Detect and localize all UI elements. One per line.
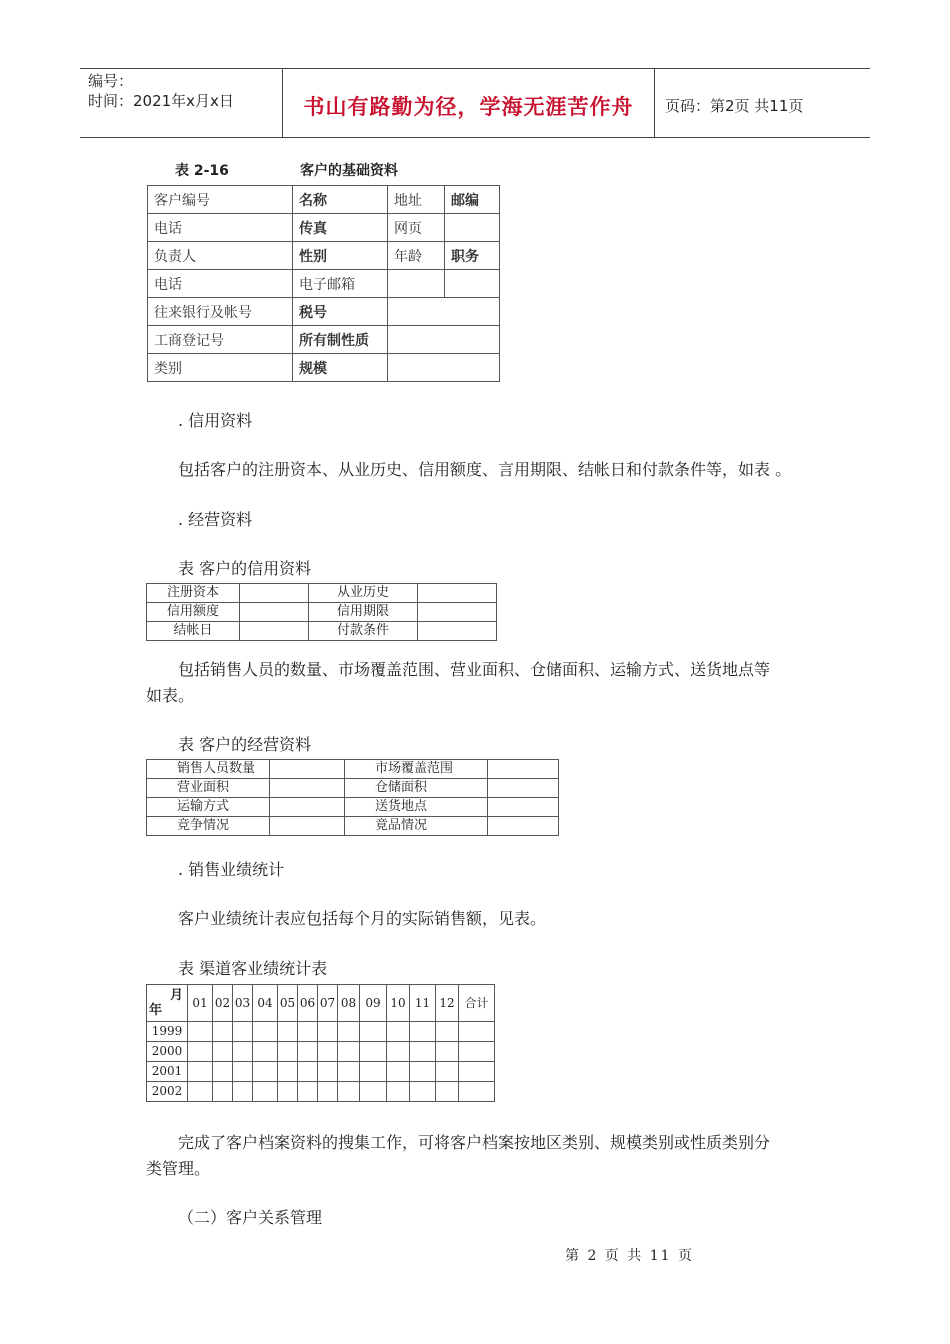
table-cell [445,214,500,242]
table-row [147,1042,495,1062]
table-cell: 性别 [293,242,388,270]
table-cell: 仓储面积 [345,779,488,798]
archive-paragraph-line1: 完成了客户档案资料的搜集工作，可将客户档案按地区类别、规模类别或性质类别分 [178,1133,771,1152]
table-cell [488,760,559,779]
table-cell: 信用额度 [147,603,240,622]
table-cell [388,270,445,298]
month-header: 08 [338,985,360,1022]
month-header: 07 [318,985,338,1022]
table-cell: 付款条件 [309,622,418,641]
page-footer: 第 2 页 共 11 页 [565,1248,694,1264]
table-cell: 往来银行及帐号 [148,298,293,326]
table-row [147,622,497,641]
table-cell [270,779,345,798]
table-cell [270,817,345,836]
table-row [147,584,497,603]
table-cell: 从业历史 [309,584,418,603]
table-cell: 传真 [293,214,388,242]
table-cell [240,603,309,622]
table-cell [418,603,497,622]
table-row [148,270,500,298]
page-header [80,68,870,138]
table-row [148,214,500,242]
month-header: 10 [387,985,410,1022]
table-row [148,186,500,214]
sales-table-caption: 表 渠道客业绩统计表 [178,959,328,978]
table-cell: 名称 [293,186,388,214]
time-label: 时间：2021年x月x日 [88,92,234,110]
crm-heading: （二）客户关系管理 [178,1208,323,1227]
table-cell: 规模 [293,354,388,382]
table-cell [240,622,309,641]
month-header: 05 [278,985,298,1022]
year-label: 1999 [147,1022,188,1042]
table-cell: 运输方式 [147,798,270,817]
table-cell [270,798,345,817]
table-cell: 市场覆盖范围 [345,760,488,779]
table-corner-cell [147,985,188,1022]
corner-year-label: 年 [149,1003,163,1018]
month-header: 09 [360,985,387,1022]
table-cell: 送货地点 [345,798,488,817]
credit-table-caption: 表 客户的信用资料 [178,559,312,578]
table-cell: 所有制性质 [293,326,388,354]
table-cell [388,298,500,326]
business-heading: . 经营资料 [178,510,253,529]
table-cell: 客户编号 [148,186,293,214]
number-label: 编号： [88,72,134,90]
table-row [147,779,559,798]
table-cell [418,622,497,641]
credit-heading: . 信用资料 [178,411,253,430]
year-label: 2002 [147,1082,188,1102]
table-cell: 网页 [388,214,445,242]
table-cell [488,817,559,836]
table-cell: 营业面积 [147,779,270,798]
table-row [148,242,500,270]
corner-month-label: 月 [169,988,183,1003]
table-cell [270,760,345,779]
table-cell: 类别 [148,354,293,382]
table-row [147,1082,495,1102]
year-label: 2001 [147,1062,188,1082]
table-cell [240,584,309,603]
table1-caption-number: 表 2-16 [175,163,229,179]
table-row [147,1022,495,1042]
sales-heading: . 销售业绩统计 [178,860,285,879]
table-row [148,326,500,354]
table-cell: 邮编 [445,186,500,214]
month-header: 06 [298,985,318,1022]
table-row [147,1062,495,1082]
table-row [147,798,559,817]
business-table-caption: 表 客户的经营资料 [178,735,312,754]
total-header: 合计 [459,985,495,1022]
month-header: 03 [233,985,253,1022]
month-header: 12 [436,985,459,1022]
table-header-row [147,985,495,1022]
table-row [147,817,559,836]
table-cell: 电话 [148,270,293,298]
page-label: 页码：第2页 共11页 [665,96,804,115]
credit-paragraph: 包括客户的注册资本、从业历史、信用额度、言用期限、结帐日和付款条件等，如表 。 [178,460,792,479]
table-cell [488,779,559,798]
table-cell [388,326,500,354]
table-cell: 职务 [445,242,500,270]
sales-performance-table [146,984,495,1102]
table1-caption [175,160,475,180]
month-header: 02 [213,985,233,1022]
year-label: 2000 [147,1042,188,1062]
table-row [147,760,559,779]
table-cell: 年龄 [388,242,445,270]
table-cell [388,354,500,382]
table-row [147,603,497,622]
business-paragraph-line2: 如表。 [146,686,195,705]
business-paragraph-line1: 包括销售人员的数量、市场覆盖范围、营业面积、仓储面积、运输方式、送货地点等 [178,660,771,679]
header-left-cell [80,69,283,137]
table-cell: 工商登记号 [148,326,293,354]
table-cell: 电子邮箱 [293,270,388,298]
archive-paragraph-line2: 类管理。 [146,1159,211,1178]
table-cell: 结帐日 [147,622,240,641]
motto: 书山有路勤为径，学海无涯苦作舟 [283,69,655,137]
table-cell: 注册资本 [147,584,240,603]
table-cell: 信用期限 [309,603,418,622]
sales-paragraph: 客户业绩统计表应包括每个月的实际销售额，见表。 [178,909,547,928]
customer-credit-table [146,583,497,641]
table-cell: 竟品情况 [345,817,488,836]
table-row [148,298,500,326]
table-cell: 销售人员数量 [147,760,270,779]
table-cell: 电话 [148,214,293,242]
table-cell: 竞争情况 [147,817,270,836]
customer-business-table [146,759,559,836]
table1-caption-title: 客户的基础资料 [300,163,398,179]
table-cell: 税号 [293,298,388,326]
table-cell [418,584,497,603]
table-cell: 负责人 [148,242,293,270]
table-row [148,354,500,382]
month-header: 11 [410,985,436,1022]
customer-basic-info-table [147,185,500,382]
table-cell [488,798,559,817]
month-header: 04 [253,985,278,1022]
month-header: 01 [188,985,213,1022]
table-cell [445,270,500,298]
table-cell: 地址 [388,186,445,214]
